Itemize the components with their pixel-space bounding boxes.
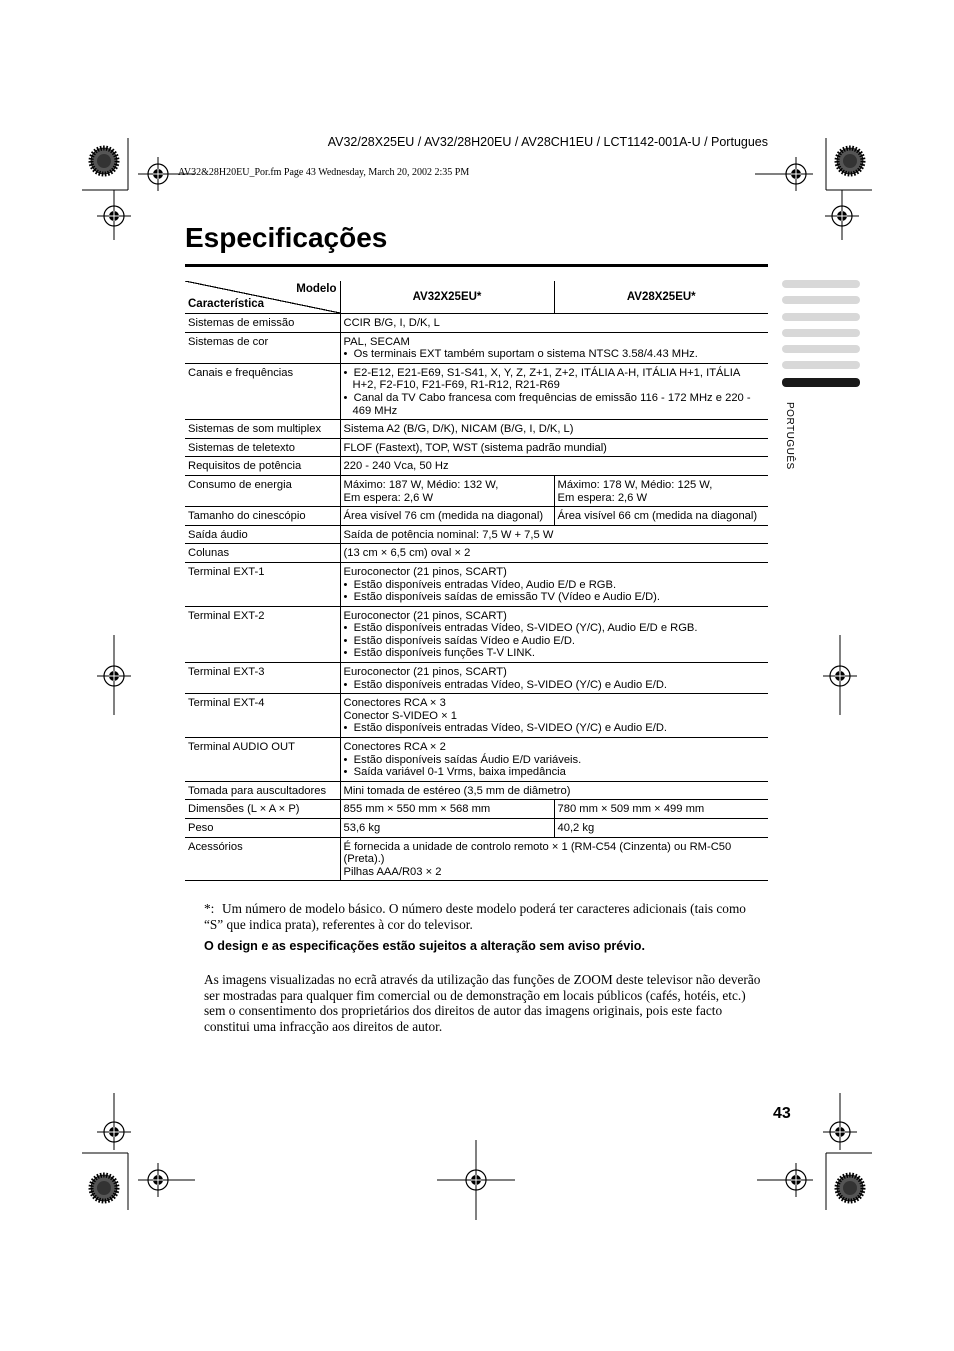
spec-value-line: Mini tomada de estéreo (3,5 mm de diâmetro) (343, 784, 571, 797)
language-tab-active (782, 378, 860, 387)
column-header-av28: AV28X25EU* (554, 281, 768, 314)
spec-bullet: • Estão disponíveis saídas Áudio E/D variáveis. (344, 754, 766, 767)
spec-value (340, 663, 768, 694)
spec-value-line: Conector S-VIDEO × 1 (343, 709, 457, 722)
document-header: AV32/28X25EU / AV32/28H20EU / AV28CH1EU / LCT1142-001A-U / Portugues (327, 135, 768, 149)
spec-bullet: • E2-E12, E21-E69, S1-S41, X, Y, Z, Z+1, Z+2, ITÁLIA A-H, ITÁLIA H+1, ITÁLIA H+2, F2-F10, F21-F69, R1-R12, R21-R69 (344, 367, 766, 392)
spec-value (340, 438, 768, 457)
spec-label: Terminal EXT-3 (185, 663, 340, 694)
language-tab (782, 329, 860, 337)
change-notice: O design e as especificações estão sujeitos a alteração sem aviso prévio. (204, 939, 645, 953)
page-title: Especificações (185, 222, 388, 253)
spec-value-line: 855 mm × 550 mm × 568 mm (343, 803, 491, 816)
table-row (185, 663, 768, 694)
spec-value-line: PAL, SECAM (343, 335, 410, 348)
spec-value-av32 (340, 800, 554, 819)
table-row (185, 800, 768, 819)
spec-value (340, 738, 768, 782)
language-tabs (782, 280, 860, 395)
spec-value-line: Área visível 66 cm (medida na diagonal) (557, 510, 758, 523)
color-wheel-icon (91, 148, 117, 174)
table-row (185, 781, 768, 800)
spec-value-line: Saída de potência nominal: 7,5 W + 7,5 W (343, 528, 554, 541)
footnote-mark: *: (204, 901, 215, 916)
spec-bullet: • Estão disponíveis entradas Vídeo, Audio E/D e RGB. (344, 579, 766, 592)
spec-value-av32 (340, 819, 554, 838)
registration-mark-icon (97, 1115, 131, 1149)
spec-label: Terminal EXT-1 (185, 562, 340, 606)
language-tab (782, 280, 860, 288)
corner-header (185, 281, 340, 314)
registration-mark-icon (823, 1115, 857, 1149)
spec-value-av28 (554, 819, 768, 838)
spec-value-line: Euroconector (21 pinos, SCART) (343, 565, 507, 578)
spec-value-line: 780 mm × 509 mm × 499 mm (557, 803, 705, 816)
spec-label: Dimensões (L × A × P) (185, 800, 340, 819)
spec-label: Terminal EXT-2 (185, 606, 340, 662)
spec-bullet: • Estão disponíveis saídas de emissão TV (Vídeo e Audio E/D). (344, 591, 766, 604)
spec-table (185, 281, 768, 881)
language-tab (782, 296, 860, 304)
spec-value-line: 220 - 240 Vca, 50 Hz (343, 460, 449, 473)
spec-value (340, 363, 768, 419)
spec-value-line: Euroconector (21 pinos, SCART) (343, 609, 507, 622)
registration-mark-icon (779, 157, 813, 191)
zoom-copyright-paragraph: As imagens visualizadas no ecrã através da utilização das funções de ZOOM deste televisor não deverão ser mostradas para qualquer fim comercial ou de demonstração em locais públicos (cafés, hotéis, etc.) sem o consentimento dos proprietários dos direitos de autor das imagens originais, pois este facto constitui uma infracção aos direitos de autor. (204, 972, 761, 1034)
spec-value (340, 781, 768, 800)
spec-label: Canais e frequências (185, 363, 340, 419)
spec-value-line: É fornecida a unidade de controlo remoto × 1 (RM-C54 (Cinzenta) ou RM-C50 (Preta).) (343, 840, 732, 866)
registration-mark-icon (459, 1163, 493, 1197)
spec-value (340, 314, 768, 333)
spec-label: Terminal AUDIO OUT (185, 738, 340, 782)
spec-value-line: FLOF (Fastext), TOP, WST (sistema padrão mundial) (343, 441, 607, 454)
spec-label: Sistemas de emissão (185, 314, 340, 333)
spec-label: Colunas (185, 544, 340, 563)
spec-value-line: Em espera: 2,6 W (557, 491, 648, 504)
spec-label: Saída áudio (185, 525, 340, 544)
table-row (185, 457, 768, 476)
color-wheel-icon (837, 1175, 863, 1201)
spec-label: Sistemas de som multiplex (185, 420, 340, 439)
registration-mark-icon (825, 199, 859, 233)
spec-value-line: Máximo: 187 W, Médio: 132 W, (343, 478, 499, 491)
corner-characteristic-label: Característica (188, 298, 265, 311)
registration-mark-icon (97, 659, 131, 693)
spec-value-line: CCIR B/G, I, D/K, L (343, 317, 440, 329)
footnote (204, 901, 764, 933)
spec-value-line: 40,2 kg (557, 822, 595, 834)
table-row (185, 606, 768, 662)
spec-label: Peso (185, 819, 340, 838)
spec-value (340, 420, 768, 439)
spec-value (340, 332, 768, 363)
spec-label: Sistemas de teletexto (185, 438, 340, 457)
side-language-label: PORTUGUÊS (784, 402, 795, 470)
spec-bullet: • Canal da TV Cabo francesa com frequências de emissão 116 - 172 MHz e 220 - 469 MHz (344, 392, 766, 417)
spec-bullet: • Os terminais EXT também suportam o sistema NTSC 3.58/4.43 MHz. (344, 348, 766, 361)
spec-label: Acessórios (185, 837, 340, 881)
spec-value (340, 562, 768, 606)
spec-label: Sistemas de cor (185, 332, 340, 363)
color-wheel-icon (837, 148, 863, 174)
table-row (185, 332, 768, 363)
spec-bullet: • Estão disponíveis funções T-V LINK. (344, 647, 766, 660)
color-wheel-icon (91, 1175, 117, 1201)
spec-label: Tomada para auscultadores (185, 781, 340, 800)
page-number: 43 (773, 1105, 791, 1122)
table-row (185, 694, 768, 738)
spec-bullet: • Estão disponíveis entradas Vídeo, S-VIDEO (Y/C) e Audio E/D. (344, 722, 766, 735)
corner-model-label: Modelo (296, 283, 337, 295)
file-stamp: AV32&28H20EU_Por.fm Page 43 Wednesday, March 20, 2002 2:35 PM (178, 167, 470, 178)
table-row (185, 363, 768, 419)
spec-value (340, 837, 768, 881)
table-row (185, 738, 768, 782)
spec-value-line: (13 cm × 6,5 cm) oval × 2 (343, 547, 471, 560)
registration-mark-icon (141, 1163, 175, 1197)
spec-value-line: Conectores RCA × 3 (343, 697, 446, 710)
spec-value-line: Área visível 76 cm (medida na diagonal) (343, 510, 544, 523)
table-row (185, 507, 768, 526)
table-row (185, 475, 768, 506)
column-header-av32: AV32X25EU* (340, 281, 554, 314)
spec-value-line: Sistema A2 (B/G, D/K), NICAM (B/G, I, D/K, L) (343, 423, 574, 436)
spec-bullet: • Estão disponíveis entradas Vídeo, S-VIDEO (Y/C) e Audio E/D. (344, 679, 766, 692)
title-rule (185, 264, 768, 267)
spec-value-av28 (554, 507, 768, 526)
registration-mark-icon (823, 659, 857, 693)
footnote-text: Um número de modelo básico. O número deste modelo poderá ter caracteres adicionais (tais como “S” que indica prata), referentes à cor do televisor. (204, 901, 746, 932)
table-row (185, 420, 768, 439)
table-row (185, 837, 768, 881)
spec-label: Terminal EXT-4 (185, 694, 340, 738)
table-row (185, 544, 768, 563)
registration-mark-icon (141, 157, 175, 191)
spec-value-line: Máximo: 178 W, Médio: 125 W, (557, 478, 713, 491)
spec-value (340, 457, 768, 476)
spec-label: Consumo de energia (185, 475, 340, 506)
table-row (185, 314, 768, 333)
spec-value (340, 694, 768, 738)
table-header-row (185, 281, 768, 314)
spec-value-line: 53,6 kg (343, 822, 381, 834)
spec-value (340, 606, 768, 662)
spec-value (340, 525, 768, 544)
registration-mark-icon (779, 1163, 813, 1197)
spec-value-av32 (340, 507, 554, 526)
language-tab (782, 313, 860, 321)
spec-value-av32 (340, 475, 554, 506)
spec-value (340, 544, 768, 563)
spec-bullet: • Estão disponíveis entradas Vídeo, S-VIDEO (Y/C), Audio E/D e RGB. (344, 622, 766, 635)
spec-value-line: Pilhas AAA/R03 × 2 (343, 865, 442, 878)
spec-bullet: • Estão disponíveis saídas Vídeo e Audio E/D. (344, 635, 766, 648)
table-row (185, 525, 768, 544)
spec-table-body (185, 314, 768, 881)
spec-value-line: Em espera: 2,6 W (343, 491, 434, 504)
table-row (185, 819, 768, 838)
table-row (185, 438, 768, 457)
spec-value-line: Conectores RCA × 2 (343, 741, 446, 754)
spec-label: Tamanho do cinescópio (185, 507, 340, 526)
spec-value-av28 (554, 475, 768, 506)
spec-label: Requisitos de potência (185, 457, 340, 476)
spec-value-line: Euroconector (21 pinos, SCART) (343, 666, 507, 679)
language-tab (782, 361, 860, 369)
spec-bullet: • Saída variável 0-1 Vrms, baixa impedância (344, 766, 766, 779)
language-tab (782, 345, 860, 353)
registration-mark-icon (97, 199, 131, 233)
table-row (185, 562, 768, 606)
spec-value-av28 (554, 800, 768, 819)
